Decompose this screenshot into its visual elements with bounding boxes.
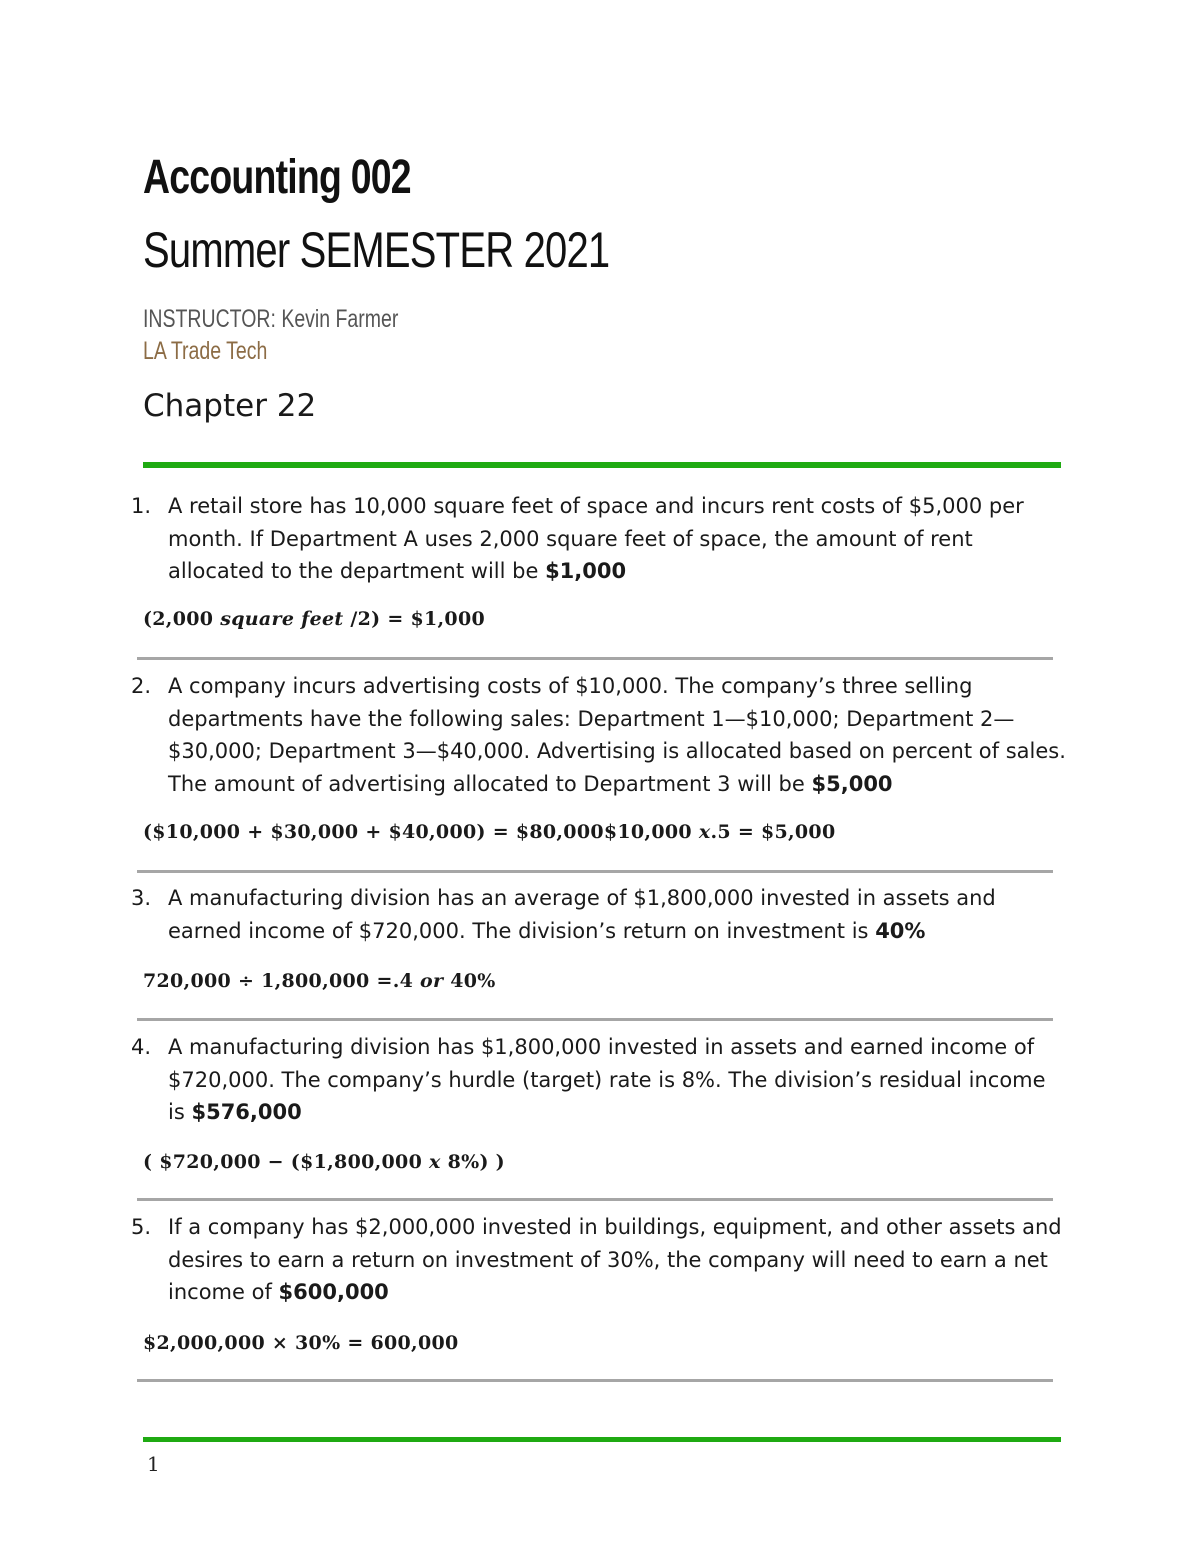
question-divider — [137, 1379, 1053, 1382]
question-text: A retail store has 10,000 square feet of space and incurs rent costs of $5,000 per month. If Department A uses 2,000 square feet of space, the amount of rent allocated to the department will be $1,000 — [168, 494, 1024, 583]
question-divider — [137, 1198, 1053, 1201]
question-answer: 40% — [875, 918, 926, 943]
question-text: A manufacturing division has $1,800,000 invested in assets and earned income of $720,000. The company’s hurdle (target) rate is 8%. The division’s residual income is $576,000 — [168, 1035, 1046, 1124]
course-title: Accounting 002 — [143, 151, 411, 204]
question-number: 2. — [131, 674, 152, 698]
question-number: 5. — [131, 1215, 152, 1239]
question-answer: $576,000 — [191, 1100, 302, 1124]
calculation-line: ( $720,000 − ($1,800,000 x 8%) ) — [143, 1151, 505, 1173]
school-name: LA Trade Tech — [143, 337, 268, 365]
question-text: A company incurs advertising costs of $10,000. The company’s three selling departments have the following sales: Department 1—$10,000; Department 2—$30,000; Department 3—$40,000. Advertising is allocated based on percent of sales. The amount of advertising allocated to Department 3 will be $5,000 — [168, 674, 1066, 796]
calculation-line: (2,000 square feet /2) = $1,000 — [143, 608, 485, 630]
calculation-line: $2,000,000 × 30% = 600,000 — [143, 1332, 459, 1354]
footer-divider — [143, 1437, 1061, 1442]
instructor-name: Kevin Farmer — [281, 305, 399, 333]
question-answer: $5,000 — [811, 771, 893, 796]
question-text: If a company has $2,000,000 invested in buildings, equipment, and other assets and desires to earn a return on investment of 30%, the company will need to earn a net income of $600,000 — [168, 1215, 1062, 1304]
chapter-heading: Chapter 22 — [143, 388, 317, 424]
instructor-line — [143, 305, 398, 334]
page-number: 1 — [147, 1452, 160, 1476]
question-number: 3. — [131, 886, 152, 910]
instructor-label: INSTRUCTOR: — [143, 305, 276, 333]
calculation-line: 720,000 ÷ 1,800,000 =.4 or 40% — [143, 970, 496, 992]
semester-title: Summer SEMESTER 2021 — [143, 222, 610, 278]
question-answer: $600,000 — [278, 1280, 389, 1304]
question-number: 1. — [131, 494, 152, 518]
question-text: A manufacturing division has an average of $1,800,000 invested in assets and earned income of $720,000. The division’s return on investment is 40% — [168, 886, 996, 943]
question-divider — [137, 1018, 1053, 1021]
question-number: 4. — [131, 1035, 152, 1059]
question-divider — [137, 870, 1053, 873]
calculation-line: ($10,000 + $30,000 + $40,000) = $80,000$10,000 x.5 = $5,000 — [143, 821, 836, 843]
question-divider — [137, 657, 1053, 660]
question-answer: $1,000 — [545, 559, 627, 583]
header-divider — [143, 462, 1061, 468]
